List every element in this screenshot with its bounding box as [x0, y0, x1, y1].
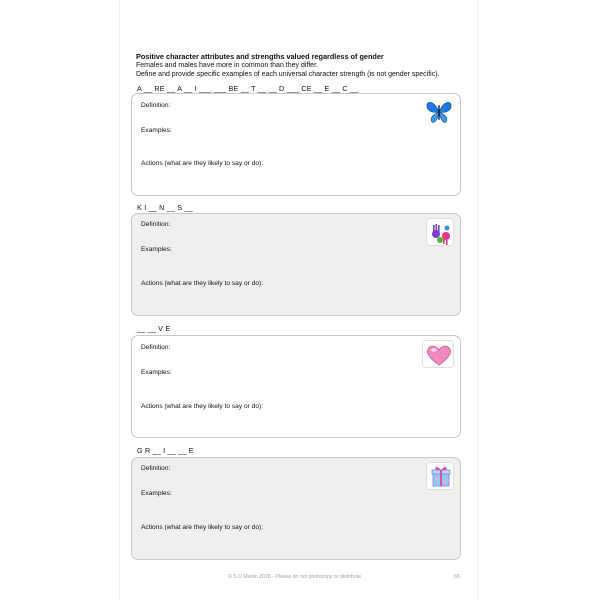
answer-box-3[interactable] — [131, 335, 461, 438]
missing-letters-word-1: A __ RE __ A __ I ___ ___ BE __ T __ __ D ___ CE __ E __ C __ — [137, 84, 359, 93]
definition-label: Definition: — [141, 102, 171, 109]
butterfly-icon — [424, 98, 454, 126]
answer-box-2[interactable] — [131, 213, 461, 316]
page-number: 66 — [454, 574, 460, 580]
intro-line-2: Define and provide specific examples of each universal character strength (is not gender specific). — [136, 71, 440, 78]
missing-letters-word-3: __ __ V E — [137, 324, 171, 333]
missing-letters-word-2: K I __ N __ S __ — [137, 203, 193, 212]
definition-label: Definition: — [141, 221, 171, 228]
gift-box-icon — [426, 462, 454, 490]
heart-icon — [422, 340, 454, 368]
actions-label: Actions (what are they likely to say or do): — [141, 280, 264, 287]
examples-label: Examples: — [141, 490, 172, 497]
answer-box-4[interactable] — [131, 457, 461, 560]
examples-label: Examples: — [141, 246, 172, 253]
page-title: Positive character attributes and strengths valued regardless of gender — [136, 52, 384, 61]
examples-label: Examples: — [141, 369, 172, 376]
copyright-notice: © S D Martin 2026 - Please do not photocopy or distribute — [228, 574, 362, 580]
worksheet-header — [136, 52, 476, 79]
definition-label: Definition: — [141, 344, 171, 351]
actions-label: Actions (what are they likely to say or do): — [141, 403, 264, 410]
actions-label: Actions (what are they likely to say or do): — [141, 524, 264, 531]
definition-label: Definition: — [141, 465, 171, 472]
actions-label: Actions (what are they likely to say or do): — [141, 160, 264, 167]
examples-label: Examples: — [141, 127, 172, 134]
answer-box-1[interactable] — [131, 93, 461, 196]
missing-letters-word-4: G R __ I __ __ E — [137, 446, 194, 455]
intro-line-1: Females and males have more in common than they differ. — [136, 62, 318, 69]
hands-icon — [426, 218, 454, 246]
